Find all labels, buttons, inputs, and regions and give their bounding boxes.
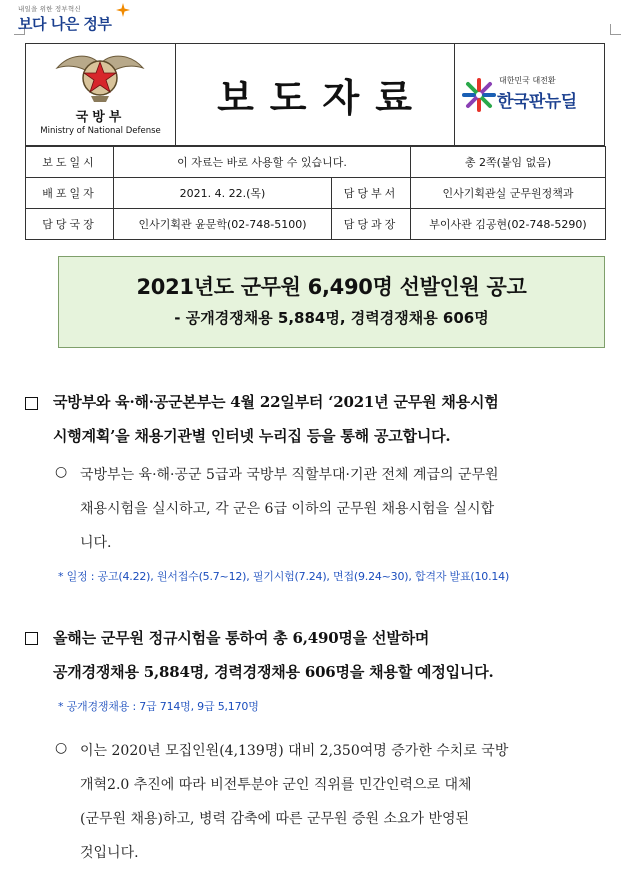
paragraph-2a-line-2: 개혁2.0 추진에 따라 비전투분야 군인 직위를 민간인력으로 대체 bbox=[80, 777, 472, 793]
paragraph-2a-line-1: 이는 2020년 모집인원(4,139명) 대비 2,350여명 증가한 수치로 국방 bbox=[80, 743, 509, 759]
headline-box bbox=[58, 256, 605, 348]
release-time-label: 보도일시 bbox=[26, 147, 114, 178]
bullet-circle-icon: ○ bbox=[55, 464, 68, 480]
paragraph-1-line-2: 시행계획’을 채용기관별 인터넷 누리집 등을 통해 공고합니다. bbox=[53, 427, 451, 445]
paragraph-2-line-2: 공개경쟁채용 5,884명, 경력경쟁채용 606명을 채용할 예정입니다. bbox=[53, 663, 494, 681]
table-row bbox=[26, 178, 606, 209]
press-release-header bbox=[25, 43, 605, 146]
ministry-emblem-icon bbox=[51, 48, 149, 106]
page-corner-mark-right bbox=[610, 24, 621, 35]
korean-new-deal-cell bbox=[454, 44, 604, 145]
section-checkbox-icon bbox=[25, 397, 38, 410]
recruitment-note: * 공개경쟁채용 : 7급 714명, 9급 5,170명 bbox=[58, 700, 259, 713]
bullet-circle-icon: ○ bbox=[55, 740, 68, 756]
department-value: 인사기획관실 군무원정책과 bbox=[411, 178, 606, 209]
gov-logo-tagline: 내일을 위한 정부혁신 bbox=[18, 5, 81, 13]
director-label: 담당국장 bbox=[26, 209, 114, 240]
headline-subtitle: - 공개경쟁채용 5,884명, 경력경쟁채용 606명 bbox=[174, 309, 489, 327]
ministry-name-english: Ministry of National Defense bbox=[40, 126, 161, 136]
table-row bbox=[26, 147, 606, 178]
page-count: 총 2쪽(붙임 없음) bbox=[411, 147, 606, 178]
section-chief-value: 부이사관 김공현(02-748-5290) bbox=[411, 209, 606, 240]
ministry-logo-cell bbox=[26, 44, 176, 145]
table-row bbox=[26, 209, 606, 240]
sparkle-icon bbox=[116, 3, 130, 17]
release-time-value: 이 자료는 바로 사용할 수 있습니다. bbox=[114, 147, 411, 178]
paragraph-1a-line-2: 채용시험을 실시하고, 각 군은 6급 이하의 군무원 채용시험을 실시합 bbox=[80, 501, 495, 517]
paragraph-1-line-1: 국방부와 육·해·공군본부는 4월 22일부터 ‘2021년 군무원 채용시험 bbox=[53, 393, 499, 411]
paragraph-1a-line-1: 국방부는 육·해·공군 5급과 국방부 직할부대·기관 전체 계급의 군무원 bbox=[80, 467, 499, 483]
distribution-date-label: 배포일자 bbox=[26, 178, 114, 209]
paragraph-2a-line-3: (군무원 채용)하고, 병력 감축에 따른 군무원 증원 소요가 반영된 bbox=[80, 811, 470, 827]
section-chief-label: 담당과장 bbox=[332, 209, 411, 240]
press-title-cell bbox=[175, 44, 455, 145]
distribution-date-value: 2021. 4. 22.(목) bbox=[114, 178, 332, 209]
paragraph-1a-line-3: 니다. bbox=[80, 535, 112, 551]
ministry-name-korean: 국방부 bbox=[75, 110, 126, 125]
release-info-table bbox=[25, 146, 606, 240]
gov-logo-title: 보다 나은 정부 bbox=[18, 15, 112, 33]
press-release-title: 보도자료 bbox=[217, 76, 428, 120]
headline-title: 2021년도 군무원 6,490명 선발인원 공고 bbox=[136, 275, 527, 299]
paragraph-2a-line-4: 것입니다. bbox=[80, 845, 139, 861]
director-value: 인사기획관 윤문학(02-748-5100) bbox=[114, 209, 332, 240]
new-deal-tagline: 대한민국 대전환 bbox=[499, 76, 556, 85]
new-deal-logo-icon bbox=[462, 78, 496, 112]
schedule-note: * 일정 : 공고(4.22), 원서접수(5.7~12), 필기시험(7.24), 면접(9.24~30), 합격자 발표(10.14) bbox=[58, 570, 510, 583]
government-innovation-logo bbox=[18, 3, 138, 43]
new-deal-title: 한국판뉴딜 bbox=[497, 92, 577, 112]
paragraph-2-line-1: 올해는 군무원 정규시험을 통하여 총 6,490명을 선발하며 bbox=[53, 629, 430, 647]
section-checkbox-icon bbox=[25, 632, 38, 645]
department-label: 담당부서 bbox=[332, 178, 411, 209]
